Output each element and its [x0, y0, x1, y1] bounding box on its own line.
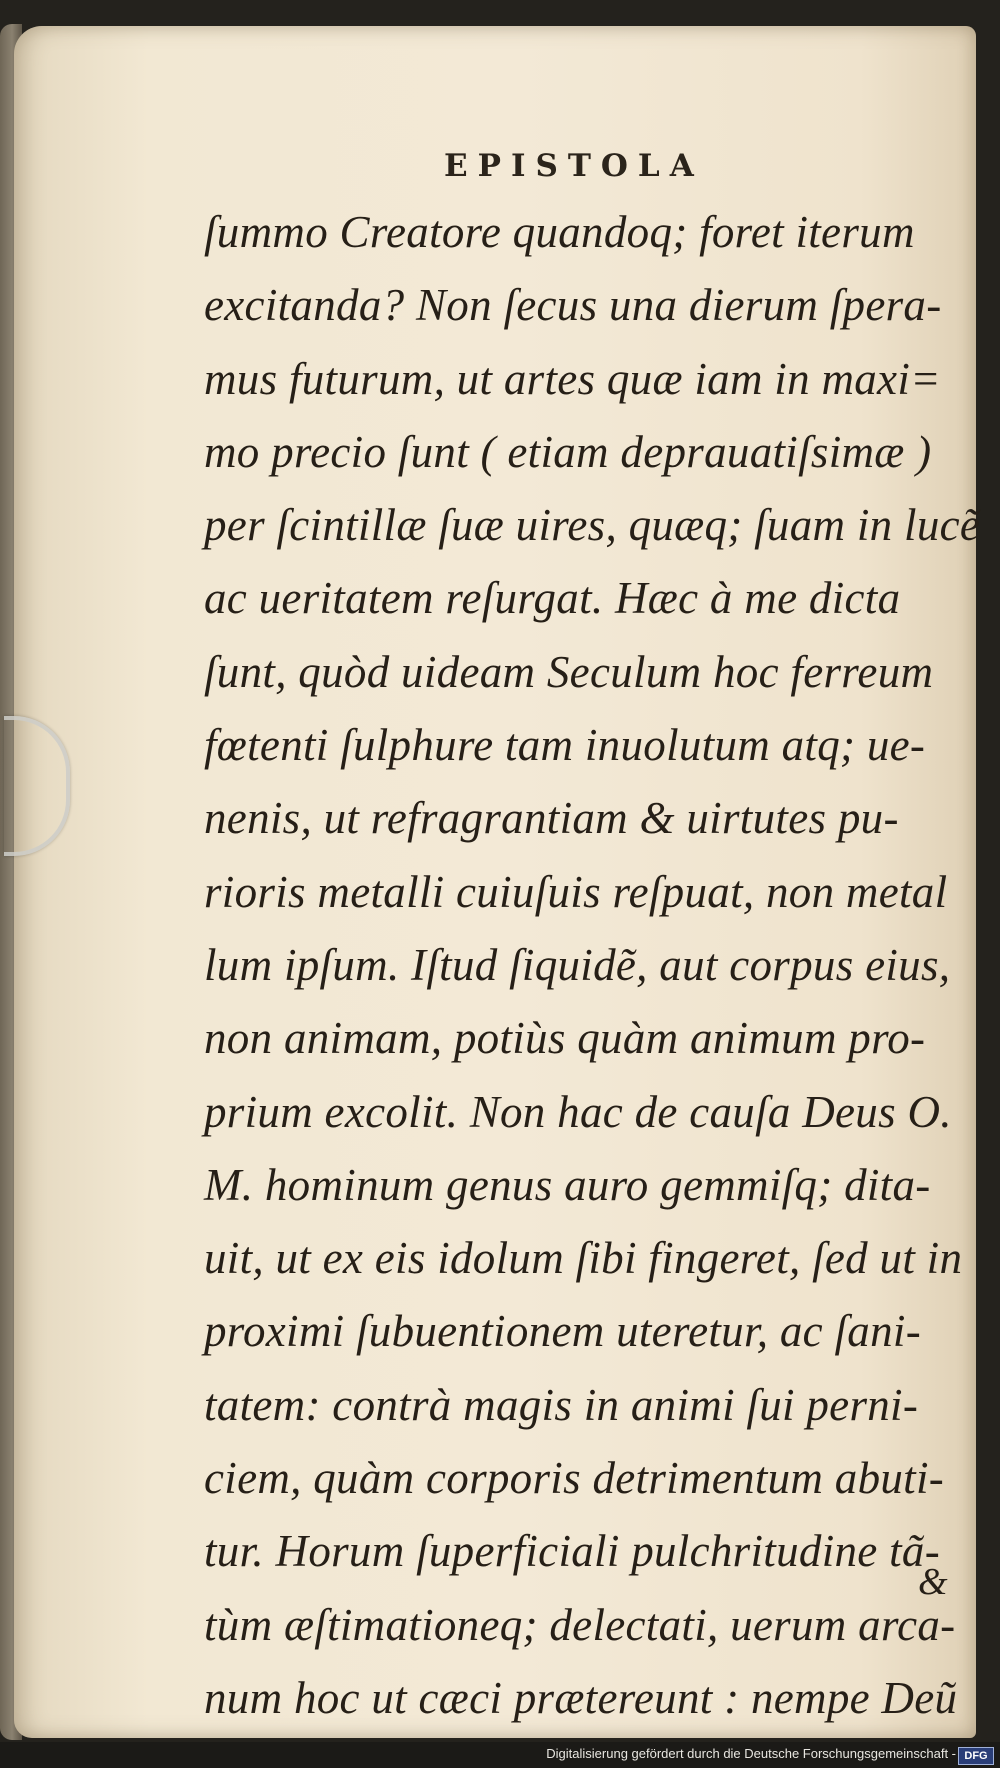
digitization-credit: Digitalisierung gefördert durch die Deutsche Forschungsgemeinschaft -: [546, 1746, 956, 1761]
text-line: ſummo Creatore quandoq; foret iterum: [204, 207, 915, 257]
text-line: tur. Horum ſuperficiali pulchritudine tã-: [204, 1526, 941, 1577]
text-line: mo precio ſunt ( etiam deprauatiſsimæ ): [204, 426, 932, 477]
text-line: M. hominum genus auro gemmiſq; dita-: [204, 1159, 931, 1210]
text-line: fœtenti ſulphure tam inuolutum atq; ue-: [204, 720, 926, 771]
text-line: ac ueritatem reſurgat. Hæc à me dicta: [204, 573, 901, 624]
running-head: EPISTOLA: [444, 148, 704, 184]
text-line: lum ipſum. Iſtud ſiquidẽ, aut corpus eius,: [204, 939, 951, 990]
text-line: num hoc ut cæci prætereunt : nempe Deũ: [204, 1672, 958, 1723]
text-line: rioris metalli cuiuſuis reſpuat, non metal: [204, 866, 948, 917]
text-line: per ſcintillæ ſuæ uires, quæq; ſuam in lucẽ: [204, 500, 981, 551]
text-line: mus futurum, ut artes quæ iam in maxi=: [204, 353, 941, 404]
text-line: tùm æſtimationeq; delectati, uerum arca-: [204, 1599, 956, 1650]
text-line: ſunt, quòd uideam Seculum hoc ferreum: [204, 646, 934, 697]
text-line: excitanda? Non ſecus una dierum ſpera-: [204, 280, 942, 331]
text-line: uit, ut ex eis idolum ſibi fingeret, ſed ut in: [204, 1233, 963, 1284]
text-line: non animam, potiùs quàm animum pro-: [204, 1013, 926, 1064]
text-line: proximi ſubuentionem uteretur, ac ſani-: [204, 1306, 921, 1357]
dfg-logo: DFG: [958, 1747, 994, 1765]
page-clip: [4, 716, 70, 856]
text-line: prium excolit. Non hac de cauſa Deus O.: [204, 1086, 952, 1137]
catchword: &: [918, 1561, 948, 1603]
text-line: tatem: contrà magis in animi ſui perni-: [204, 1379, 919, 1430]
text-line: ciem, quàm corporis detrimentum abuti-: [204, 1453, 945, 1504]
body-text: [204, 196, 981, 1735]
text-line: nenis, ut refragrantiam & uirtutes pu-: [204, 793, 899, 844]
